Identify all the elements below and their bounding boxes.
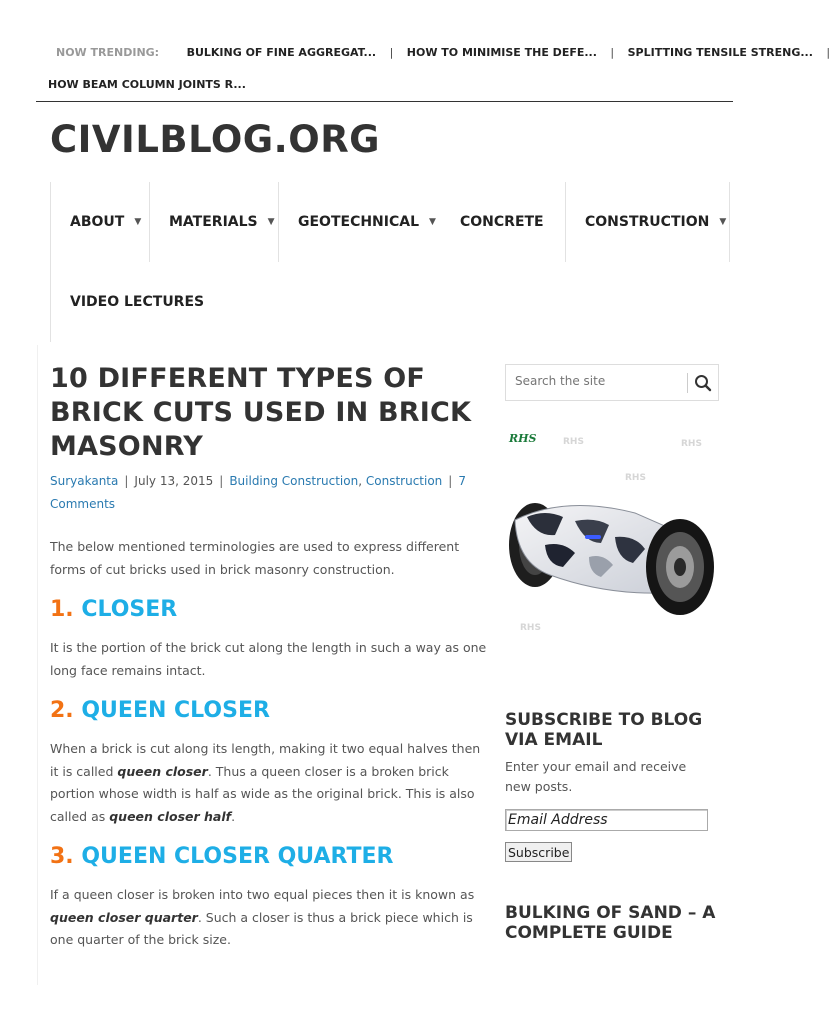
ad-brand-label: RHS [509,432,537,445]
section-title: CLOSER [81,597,178,622]
section-heading [50,597,492,623]
watermark: RHS [563,437,584,447]
section-heading [50,698,492,724]
emphasis: queen closer [117,763,208,779]
emphasis: queen closer quarter [50,909,198,925]
nav-divider [729,182,730,262]
caret-down-icon: ▼ [429,217,436,227]
nav-item-label: GEOTECHNICAL [298,214,420,230]
section-heading [50,844,492,870]
section-text: It is the portion of the brick cut along the length in such a way as one long face remains intact. [50,640,487,678]
main-nav [50,182,730,342]
trending-bar [36,36,831,102]
ad-image[interactable] [505,425,719,645]
widget-title: BULKING OF SAND – A COMPLETE GUIDE [505,903,716,943]
text-run: When a brick is cut along its length, making it two equal halves then it is called [50,741,481,779]
article-intro: The below mentioned terminologies are used to express different forms of cut bricks used in brick masonry construction. [50,539,460,577]
trending-link[interactable]: BULKING OF FINE AGGREGAT... [186,46,377,59]
nav-item-video-lectures[interactable] [50,262,230,342]
trending-link[interactable]: SPLITTING TENSILE STRENG... [627,46,813,59]
section-number: 3. [50,844,74,869]
text-run: If a queen closer is broken into two equal pieces then it is known as [50,887,475,902]
meta-separator: | [219,474,224,488]
section-number: 2. [50,698,74,723]
watermark: RHS [625,473,646,483]
emphasis: queen closer half [109,808,232,824]
email-field[interactable] [505,809,708,831]
comments-link[interactable]: 7 Comments [50,474,466,511]
nav-item-geotechnical[interactable] [278,182,440,262]
nav-item-label: ABOUT [70,214,125,230]
subscribe-description: Enter your email and receive new posts. [505,759,687,794]
content-divider [37,345,38,985]
section-text [50,884,492,952]
trending-link[interactable]: HOW BEAM COLUMN JOINTS R... [48,78,246,91]
category-link[interactable]: Building Construction [229,474,359,488]
meta-separator: | [448,474,453,488]
watermark: RHS [681,439,702,449]
trending-separator: | [389,46,394,59]
hoverboard-image [505,425,719,645]
trending-label: NOW TRENDING: [56,46,160,59]
search-input[interactable] [515,374,675,388]
text-run: . [231,808,236,824]
text-run: . Thus a queen closer is a broken brick portion whose width is half as wide as the original brick. This is also called as [50,763,475,824]
search-icon [692,372,714,394]
category-link[interactable]: Construction [365,474,443,488]
nav-item-construction[interactable] [565,182,729,262]
subscribe-widget-title: SUBSCRIBE TO BLOG VIA EMAIL [505,710,703,750]
caret-down-icon: ▼ [267,217,275,227]
trending-line [56,46,840,59]
nav-item-label: CONSTRUCTION [585,214,710,230]
nav-item-about[interactable] [50,182,149,262]
caret-down-icon: ▼ [134,217,142,227]
section-number: 1. [50,597,74,622]
nav-item-label: MATERIALS [169,214,258,230]
post-date: July 13, 2015 [134,474,214,488]
trending-separator: | [610,46,615,59]
section-title: QUEEN CLOSER QUARTER [81,844,394,869]
trending-line [48,78,246,91]
caret-down-icon: ▼ [719,217,727,227]
site-title[interactable]: CIVILBLOG.ORG [50,118,381,161]
trending-separator: | [826,46,831,59]
section-text [50,738,492,828]
article [50,362,492,952]
meta-separator: | [124,474,129,488]
nav-item-label: VIDEO LECTURES [70,294,205,310]
subscribe-button[interactable]: Subscribe [505,842,572,862]
trending-link[interactable]: HOW TO MINIMISE THE DEFE... [406,46,597,59]
nav-item-concrete[interactable] [440,182,565,262]
search-box [505,364,719,401]
nav-item-materials[interactable] [149,182,278,262]
category-separator: , [358,474,363,488]
search-divider [687,373,688,393]
article-meta [50,470,492,516]
search-button[interactable] [692,372,714,394]
article-title: 10 DIFFERENT TYPES OF BRICK CUTS USED IN BRICK MASONRY [50,363,472,462]
author-link[interactable]: Suryakanta [50,474,119,488]
watermark: RHS [520,623,541,633]
nav-item-label: CONCRETE [460,214,544,230]
section-title: QUEEN CLOSER [81,698,270,723]
text-run: . Such a closer is thus a brick piece which is one quarter of the brick size. [50,909,473,947]
